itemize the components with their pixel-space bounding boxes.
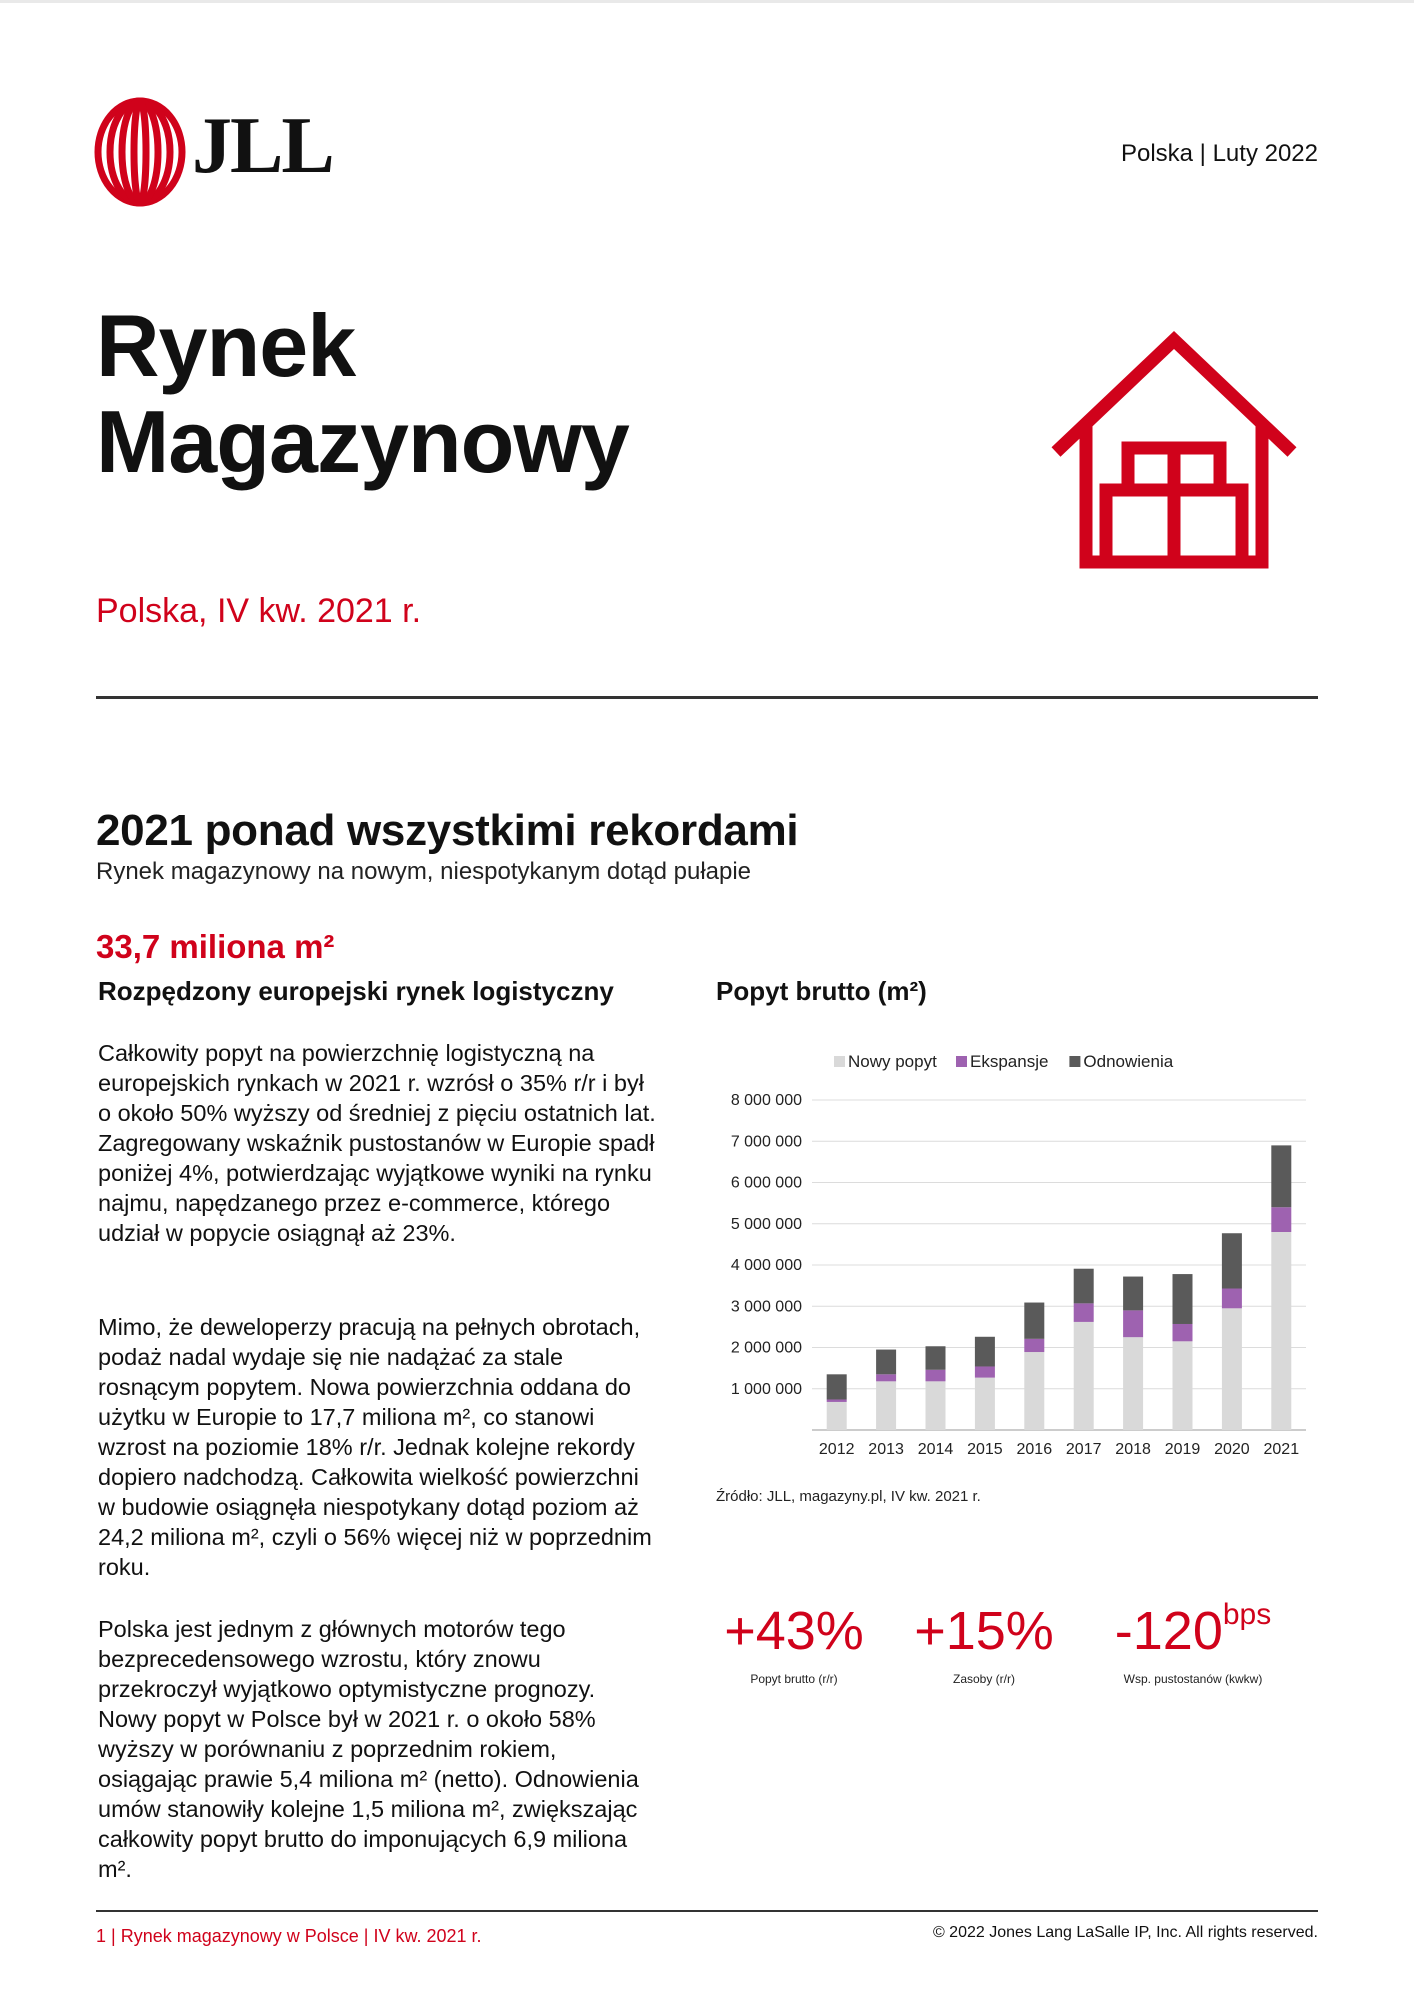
footer-copyright: © 2022 Jones Lang LaSalle IP, Inc. All rights reserved.: [932, 1924, 1318, 1941]
bar-segment: [1123, 1310, 1143, 1337]
page-title-line-2: Magazynowy: [96, 392, 629, 491]
kpi-label: Wsp. pustostanów (kwkw): [1123, 1672, 1263, 1686]
x-tick-label: 2016: [1016, 1441, 1053, 1458]
kpi-value: +15%: [914, 1601, 1054, 1661]
divider: [96, 696, 1318, 699]
bar-segment: [1074, 1269, 1094, 1304]
bar-segment: [1024, 1352, 1044, 1430]
kpi-value: $-120^{bps}$: [1114, 1598, 1272, 1661]
jll-logo-text: JLL: [192, 102, 333, 190]
bar-segment: [827, 1399, 847, 1401]
y-tick-label: 8 000 000: [730, 1092, 802, 1109]
bar-segment: [1222, 1233, 1242, 1288]
bar-segment: [1024, 1303, 1044, 1339]
page-title-line-1: Rynek: [96, 296, 356, 395]
legend-swatch: [956, 1056, 967, 1067]
y-tick-label: 6 000 000: [730, 1174, 802, 1192]
bar-segment: [1123, 1277, 1143, 1311]
bar-segment: [975, 1378, 995, 1430]
y-tick-label: 5 000 000: [730, 1215, 802, 1233]
kpi-label: Popyt brutto (r/r): [750, 1672, 838, 1686]
top-hairline: [0, 0, 1414, 3]
body-paragraph: Mimo, że deweloperzy pracują na pełnych obrotach, podaż nadal wydaje się nie nadążać za stale rosnącym popytem. Nowa powierzchnia oddana do użytku w Europie to 17,7 miliona m², co stanowi wzrost na poziomie 18% r/r. Jednak kolejne rekordy dopiero nadchodzą. Całkowita wielkość powierzchni w budowie osiągnęła niespotykany dotąd poziom aż 24,2 miliona m², czyli o 56% więcej niż w poprzednim roku.: [98, 1314, 652, 1580]
x-tick-label: 2015: [967, 1441, 1003, 1458]
bar-segment: [1271, 1207, 1291, 1232]
bar-segment: [876, 1374, 896, 1381]
page-title: [96, 298, 629, 490]
header-meta: Polska | Luty 2022: [1120, 140, 1318, 167]
jll-logo-mark-icon: [92, 96, 188, 208]
bar-segment: [1222, 1289, 1242, 1309]
footer-page-info: 1 | Rynek magazynowy w Polsce | IV kw. 2021 r.: [96, 1926, 482, 1946]
bar-segment: [975, 1366, 995, 1377]
demand-chart-svg: [700, 1038, 1320, 1478]
x-tick-label: 2014: [917, 1441, 954, 1458]
kpi-gross-demand: [718, 1601, 870, 1686]
y-tick-label: 7 000 000: [730, 1133, 802, 1151]
bar-segment: [1271, 1145, 1291, 1207]
chart-title: Popyt brutto (m²): [716, 976, 927, 1006]
legend-label: Nowy popyt: [848, 1052, 937, 1071]
bar-segment: [1024, 1339, 1044, 1352]
warehouse-icon: [1048, 326, 1300, 572]
bar-segment: [1173, 1274, 1193, 1324]
bar-segment: [1173, 1324, 1193, 1341]
jll-logo: [92, 96, 332, 208]
legend-label: Ekspansje: [970, 1052, 1049, 1071]
legend-label: Odnowienia: [1083, 1052, 1174, 1071]
bar-segment: [1074, 1303, 1094, 1322]
demand-chart: [700, 1038, 1320, 1478]
bar-segment: [926, 1346, 946, 1370]
kpi-value: +43%: [724, 1601, 864, 1661]
x-tick-label: 2018: [1115, 1441, 1151, 1458]
x-tick-label: 2019: [1164, 1441, 1201, 1458]
section-heading: 2021 ponad wszystkimi rekordami: [96, 806, 799, 855]
legend-swatch: [834, 1056, 845, 1067]
x-tick-label: 2017: [1065, 1441, 1102, 1458]
body-paragraph: Polska jest jednym z głównych motorów tego bezprecedensowego wzrostu, który znowu przekroczył wyjątkowo optymistyczne prognozy. Nowy popyt w Polsce był w 2021 r. o około 58% wyższy w porównaniu z poprzednim rokiem, osiągając prawie 5,4 miliona m² (netto). Odnowienia umów stanowiły kolejne 1,5 miliona m², zwiększając całkowity popyt brutto do imponujących 6,9 miliona m².: [98, 1616, 639, 1882]
bar-segment: [827, 1374, 847, 1399]
x-tick-label: 2013: [868, 1441, 904, 1458]
bar-segment: [1123, 1337, 1143, 1430]
y-tick-label: 1 000 000: [730, 1380, 802, 1398]
footer-divider: [96, 1910, 1318, 1912]
bar-segment: [1222, 1308, 1242, 1430]
bar-segment: [926, 1381, 946, 1430]
y-tick-label: 4 000 000: [730, 1257, 802, 1274]
page-subtitle: Polska, IV kw. 2021 r.: [96, 592, 422, 630]
chart-source: Źródło: JLL, magazyny.pl, IV kw. 2021 r.: [716, 1488, 981, 1505]
y-tick-label: 3 000 000: [730, 1298, 802, 1316]
section-subheading: Rynek magazynowy na nowym, niespotykanym dotąd pułapie: [96, 858, 752, 885]
bar-segment: [1173, 1341, 1193, 1430]
bar-segment: [1074, 1322, 1094, 1430]
bar-segment: [876, 1350, 896, 1375]
kpi-stock: [908, 1601, 1060, 1686]
y-tick-label: 2 000 000: [730, 1339, 802, 1357]
x-tick-label: 2020: [1214, 1441, 1250, 1458]
kpi-label: Zasoby (r/r): [952, 1672, 1015, 1686]
bar-segment: [975, 1337, 995, 1367]
highlight-stat: 33,7 miliona m²: [96, 928, 335, 965]
legend-swatch: [1069, 1056, 1080, 1067]
bar-segment: [876, 1381, 896, 1430]
body-paragraph: Całkowity popyt na powierzchnię logistyczną na europejskich rynkach w 2021 r. wzrósł o 35% r/r i był o około 50% wyższy od średniej z pięciu ostatnich lat. Zagregowany wskaźnik pustostanów w Europie spadł poniżej 4%, potwierdzając wyjątkowe wyniki na rynku najmu, napędzanego przez e-commerce, którego udział w popycie osiągnął aż 23%.: [98, 1040, 656, 1246]
x-tick-label: 2021: [1263, 1441, 1300, 1458]
x-tick-label: 2012: [818, 1441, 855, 1458]
bar-segment: [827, 1402, 847, 1430]
bar-segment: [1271, 1232, 1291, 1430]
highlight-stat-description: Rozpędzony europejski rynek logistyczny: [98, 976, 614, 1006]
kpi-vacancy: [1098, 1598, 1288, 1686]
bar-segment: [926, 1370, 946, 1382]
